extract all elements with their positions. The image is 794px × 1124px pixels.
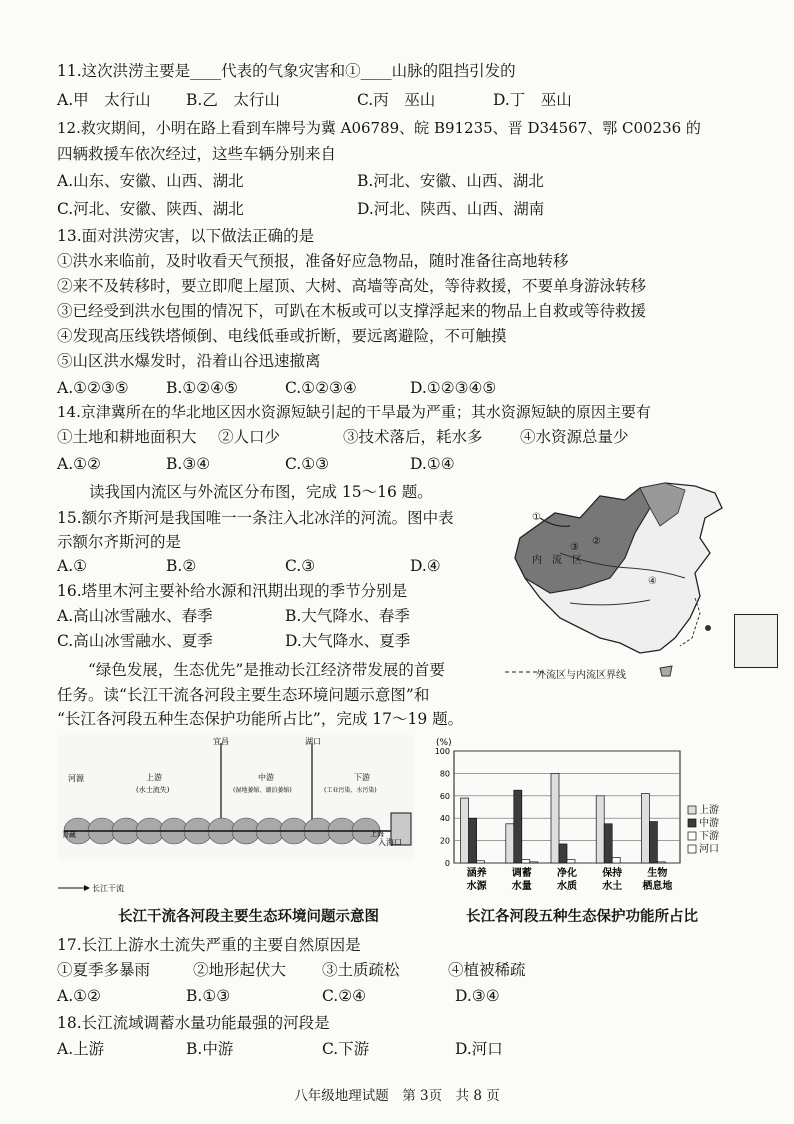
yangtze-river-diagram [58,735,414,895]
q17-item-4: ④植被稀疏 [448,961,526,979]
q14-option-d: D.①④ [410,455,455,473]
q18-option-c: C.下游 [322,1040,370,1058]
q12-option-c: C.河北、安徽、陕西、湖北 [57,200,244,218]
q12-option-a: A.山东、安徽、山西、湖北 [57,172,244,190]
chart-ytick-label: 20 [439,836,450,846]
river-right-label: 上海 [370,830,384,838]
chart-legend-swatch [688,806,696,814]
chart-bar [506,824,514,863]
q15-option-a: A.① [57,557,88,575]
q14-item-2: ②人口少 [218,428,281,446]
chart-category-label: 净化 [557,868,577,879]
chart-ytick-label: 80 [439,769,450,779]
q17-option-b: B.①③ [186,987,231,1005]
chart-bar [551,773,559,863]
q11-stem: 11.这次洪涝主要是____代表的气象灾害和①____山脉的阻挡引发的 [57,62,516,80]
intro-15-16: 读我国内流区与外流区分布图，完成 15～16 题。 [89,483,433,501]
map-legend: 外流区与内流区界线 [536,670,626,681]
lower-reach-issue: (工业污染、水污染) [324,787,377,794]
q16-option-b: B.大气降水、春季 [285,607,410,625]
q17-stem: 17.长江上游水土流失严重的主要自然原因是 [57,936,361,954]
q18-stem: 18.长江流域调蓄水量功能最强的河段是 [57,1014,330,1032]
q14-option-c: C.①③ [285,455,330,473]
upper-reach-label: 上游 [146,773,162,782]
chart-bar [559,844,567,863]
chart-category-label: 水源 [466,881,487,892]
intro-17-19-line2: 任务。读“长江干流各河段主要生态环境问题示意图”和 [57,686,430,704]
chart-bar [604,824,612,863]
bar-chart-caption: 长江各河段五种生态保护功能所占比 [466,908,698,925]
q17-item-1: ①夏季多暴雨 [57,961,151,979]
chart-category-label: 水质 [557,881,577,892]
q15-option-d: D.④ [410,557,441,575]
chart-legend-swatch [688,832,696,840]
chart-category-label: 保持 [602,868,623,879]
q18-option-b: B.中游 [186,1040,234,1058]
map-marker-3: ③ [570,542,579,553]
q12-option-b: B.河北、安徽、山西、湖北 [357,172,544,190]
chart-bar [596,796,604,863]
q15-stem: 15.额尔齐斯河是我国唯一一条注入北冰洋的河流。图中表 [57,509,454,527]
chart-bar [469,818,477,863]
chart-legend-label: 河口 [699,844,719,855]
middle-reach-label: 中游 [258,773,274,782]
q14-item-3: ③技术落后，耗水多 [343,428,483,446]
chart-ytick-label: 40 [439,814,450,824]
q15-option-c: C.③ [285,557,316,575]
q14-stem: 14.京津冀所在的华北地区因水资源短缺引起的干旱最为严重；其水资源短缺的原因主要有 [57,403,651,421]
q13-item-2: ②来不及转移时，要立即爬上屋顶、大树、高墙等高处，等待救援，不要单身游泳转移 [57,277,647,295]
river-source-label: 河源 [68,774,84,783]
q11-option-a: A.甲 太行山 [57,91,151,109]
chart-category-label: 栖息地 [642,881,673,892]
lower-reach-label: 下游 [354,773,370,782]
q12-stem-2: 四辆救援车依次经过，这些车辆分别来自 [57,145,337,163]
q17-option-a: A.①② [57,987,101,1005]
river-legend-label: 长江干流 [92,884,124,893]
intro-17-19-line3: “长江各河段五种生态保护功能所占比”，完成 17～19 题。 [57,710,464,728]
page-footer: 八年级地理试题 第 3页 共 8 页 [294,1088,500,1104]
city-yichang: 宜昌 [213,737,229,746]
q13-item-3: ③已经受到洪水包围的情况下，可趴在木板或可以支撑浮起来的物品上自救或等待救援 [57,302,647,320]
chart-category-label: 涵养 [466,868,487,879]
chart-legend-label: 中游 [699,818,719,829]
chart-legend-swatch [688,845,696,853]
china-drainage-map [500,478,740,683]
upper-reach-issue: (水土流失) [136,786,170,794]
chart-bar [657,862,665,863]
q16-option-d: D.大气降水、夏季 [285,632,411,650]
q14-item-1: ①土地和耕地面积大 [57,428,197,446]
q12-option-d: D.河北、陕西、山西、湖南 [357,200,545,218]
chart-bar [649,822,657,863]
chart-bar [612,857,620,863]
map-marker-4: ④ [648,576,657,587]
chart-bar [514,790,522,863]
q15-stem-2: 示额尔齐斯河的是 [57,533,182,551]
q11-option-d: D.丁 巫山 [493,91,572,109]
eco-function-bar-chart [418,733,738,898]
chart-bar [641,794,649,863]
city-hukou: 湖口 [305,737,321,746]
chart-ytick-label: 100 [434,747,450,756]
q17-option-d: D.③④ [455,987,500,1005]
river-left-label: 青藏 [62,831,76,839]
chart-legend-label: 上游 [699,805,719,816]
chart-ytick-label: 0 [444,859,450,868]
map-marker-1: ① [532,512,541,523]
chart-bar [530,862,538,863]
chart-ylabel: (%) [436,738,452,748]
q16-option-c: C.高山冰雪融水、夏季 [57,632,213,650]
q16-stem: 16.塔里木河主要补给水源和汛期出现的季节分别是 [57,582,408,600]
q13-item-5: ⑤山区洪水爆发时，沿着山谷迅速撤离 [57,352,321,370]
chart-ytick-label: 60 [439,791,450,801]
middle-reach-issue: (湿地萎缩、湖泊萎缩) [233,787,292,794]
q14-option-a: A.①② [57,455,101,473]
q18-option-d: D.河口 [455,1040,503,1058]
river-mouth-label: 入海口 [378,838,402,847]
intro-17-19-line1: “绿色发展，生态优先”是推动长江经济带发展的首要 [88,661,445,679]
chart-legend-swatch [688,819,696,827]
q15-option-b: B.② [166,557,197,575]
chart-legend-label: 下游 [699,831,719,842]
chart-bar [461,798,469,863]
chart-bar [477,861,485,863]
q11-option-c: C.丙 巫山 [357,91,436,109]
q14-item-4: ④水资源总量少 [520,428,629,446]
chart-category-label: 水土 [602,881,623,892]
chart-bar [567,860,575,863]
q13-option-d: D.①②③④⑤ [410,379,497,397]
q13-option-c: C.①②③④ [285,379,357,397]
q11-option-b: B.乙 太行山 [186,91,280,109]
river-diagram-caption: 长江干流各河段主要生态环境问题示意图 [118,908,379,925]
margin-stamp [734,614,778,668]
q17-option-c: C.②④ [322,987,367,1005]
q13-stem: 13.面对洪涝灾害，以下做法正确的是 [57,227,315,245]
q16-option-a: A.高山冰雪融水、春季 [57,607,213,625]
inland-region-label: 内 流 区 [532,555,582,566]
q13-item-1: ①洪水来临前，及时收看天气预报，准备好应急物品，随时准备往高地转移 [57,252,569,270]
q17-item-2: ②地形起伏大 [193,961,287,979]
q13-option-a: A.①②③⑤ [57,379,129,397]
chart-category-label: 生物 [647,868,668,879]
q13-option-b: B.①②④⑤ [166,379,238,397]
map-marker-2: ② [592,536,601,547]
chart-bar [522,860,530,863]
q12-stem: 12.救灾期间，小明在路上看到车牌号为冀 A06789、皖 B91235、晋 D34567、鄂 C00236 的 [57,119,701,137]
q14-option-b: B.③④ [166,455,211,473]
chart-category-label: 调蓄 [511,868,532,879]
q13-item-4: ④发现高压线铁塔倾倒、电线低垂或折断，要远离避险，不可触摸 [57,327,507,345]
q18-option-a: A.上游 [57,1040,105,1058]
q17-item-3: ③土质疏松 [322,961,400,979]
chart-category-label: 水量 [511,881,532,892]
